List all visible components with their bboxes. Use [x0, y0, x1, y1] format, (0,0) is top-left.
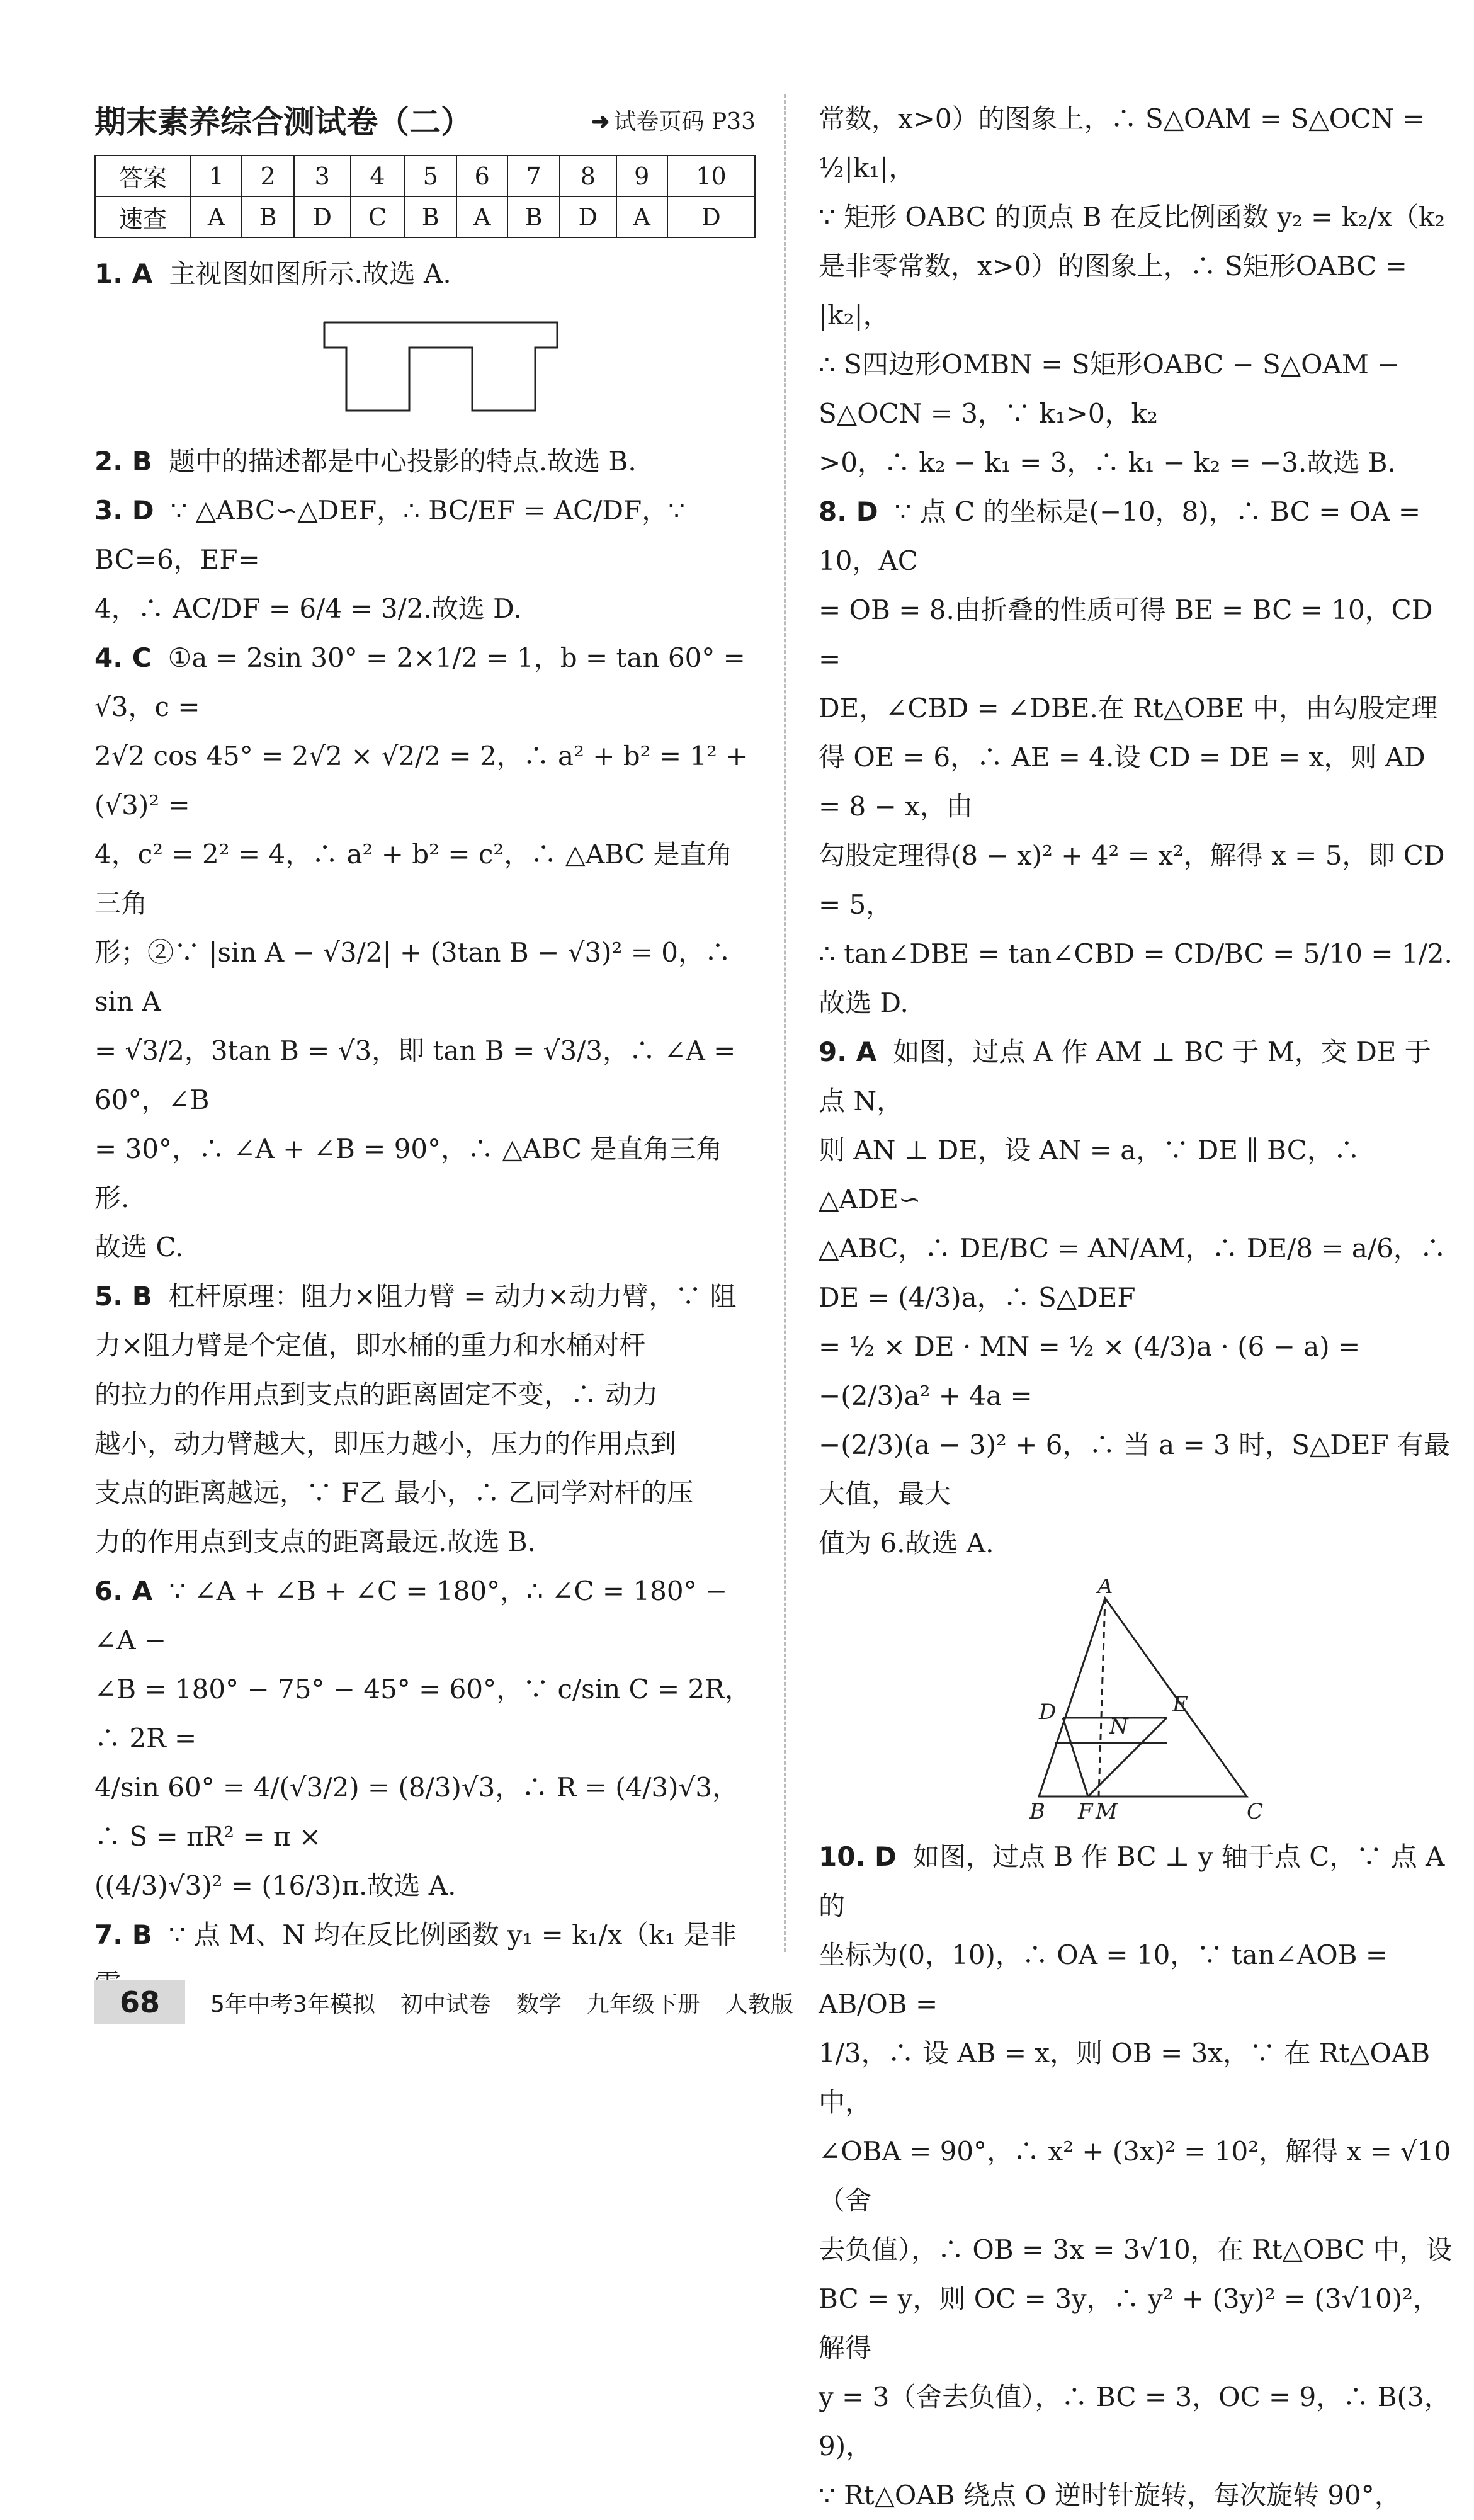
answer-table-cell: B: [507, 196, 560, 237]
footer-series: 5年中考3年模拟: [210, 1991, 375, 2018]
item-line: ∵ △ABC∽△DEF，∴ BC/EF = AC/DF，∵ BC=6，EF=: [94, 495, 685, 575]
item-line: 值为 6.故选 A.: [819, 1528, 994, 1558]
item-line: 4，∴ AC/DF = 6/4 = 3/2.故选 D.: [94, 593, 522, 624]
item-number: 8. D: [819, 496, 878, 527]
item-line: 越小，动力臂越大，即压力越小，压力的作用点到: [94, 1428, 677, 1459]
label-N: N: [1109, 1714, 1128, 1739]
label-B: B: [1029, 1799, 1045, 1819]
footer-category: 初中试卷: [400, 1991, 491, 2018]
item-number: 2. B: [94, 446, 152, 477]
item-line: ∵ 点 M、N 均在反比例函数 y₁ = k₁/x（k₁ 是非: [168, 1919, 737, 1950]
item-number: 4. C: [94, 642, 152, 673]
item-line: ∠B = 180° − 75° − 45° = 60°，∵ c/sin C = 2R，∴ 2R =: [94, 1674, 751, 1754]
answer-table-cell: 8: [560, 156, 616, 196]
item-line: ∴ S四边形OMBN = S矩形OABC − S△OAM − S△OCN = 3，∵ k₁>0，k₂: [819, 349, 1400, 429]
item-2: [94, 437, 756, 486]
item-line: 如图，过点 A 作 AM ⊥ BC 于 M，交 DE 于点 N，: [819, 1036, 1431, 1116]
item-line: 故选 C.: [94, 1232, 184, 1263]
item-line: 如图，过点 B 作 BC ⊥ y 轴于点 C，∵ 点 A 的: [819, 1841, 1445, 1921]
answer-table-row-answers: [95, 196, 755, 237]
answer-table-cell: 5: [404, 156, 456, 196]
item-line: ∵ 矩形 OABC 的顶点 B 在反比例函数 y₂ = k₂/x（k₂: [819, 201, 1446, 232]
answer-table-cell: D: [667, 196, 755, 237]
page-title: 期末素养综合测试卷（二）: [94, 104, 472, 140]
answer-table-header: 答案: [95, 156, 191, 196]
item-line: ∵ ∠A + ∠B + ∠C = 180°，∴ ∠C = 180° − ∠A −: [94, 1575, 728, 1655]
answer-table-cell: 9: [616, 156, 667, 196]
answer-table-cell: C: [351, 196, 405, 237]
answer-table-cell: 6: [456, 156, 507, 196]
item-number: 7. B: [94, 1919, 152, 1950]
item-line: = ½ × DE · MN = ½ × (4/3)a · (6 − a) = −(2/3)a² + 4a =: [819, 1331, 1361, 1411]
label-M: M: [1096, 1799, 1118, 1819]
answer-table-cell: 10: [667, 156, 755, 196]
item-6: [94, 1567, 756, 1910]
item-line: 常数，x>0）的图象上，∴ S△OAM = S△OCN = ½|k₁|，: [819, 103, 1425, 183]
footer-subject: 数学: [516, 1991, 562, 2018]
answer-table-cell: 4: [351, 156, 405, 196]
item-5: [94, 1272, 756, 1567]
item-number: 6. A: [94, 1575, 153, 1606]
answer-table-cell: B: [404, 196, 456, 237]
label-D: D: [1039, 1700, 1057, 1725]
item-line: 勾股定理得(8 − x)² + 4² = x²，解得 x = 5，即 CD = 5，: [819, 840, 1445, 920]
item-3: [94, 486, 756, 633]
item-line: 形；②∵ |sin A − √3/2| + (3tan B − √3)² = 0，∴ sin A: [94, 937, 732, 1017]
item-10: [819, 1832, 1454, 2520]
answer-table-cell: D: [294, 196, 351, 237]
item-number: 5. B: [94, 1281, 152, 1312]
item-number: 3. D: [94, 495, 154, 526]
page-footer: [94, 1980, 819, 2024]
answer-table-cell: A: [616, 196, 667, 237]
header: [94, 94, 756, 145]
item-line: 力×阻力臂是个定值，即水桶的重力和水桶对杆: [94, 1330, 646, 1361]
answer-table-cell: 2: [242, 156, 294, 196]
label-C: C: [1247, 1799, 1264, 1819]
item-line: 是非零常数，x>0）的图象上，∴ S矩形OABC = |k₂|，: [819, 251, 1407, 331]
item-line: 则 AN ⊥ DE，设 AN = a，∵ DE ∥ BC，∴ △ADE∽: [819, 1135, 1360, 1215]
item-line: ∴ tan∠DBE = tan∠CBD = CD/BC = 5/10 = 1/2.故选 D.: [819, 938, 1453, 1018]
page-reference-text: 试卷页码 P33: [613, 108, 756, 135]
item-line: ∠OBA = 90°，∴ x² + (3x)² = 10²，解得 x = √10（舍: [819, 2136, 1451, 2216]
answer-table-cell: 1: [191, 156, 242, 196]
answer-table-header: 速查: [95, 196, 191, 237]
triangle-diagram: [819, 1579, 1454, 1819]
item-line: BC = y，则 OC = 3y，∴ y² + (3y)² = (3√10)²，解得: [819, 2283, 1439, 2363]
answer-table-cell: A: [456, 196, 507, 237]
item-line: 去负值），∴ OB = 3x = 3√10，在 Rt△OBC 中，设: [819, 2234, 1453, 2265]
item-4: [94, 633, 756, 1272]
footer-edition: 人教版: [725, 1991, 793, 2018]
triangle-figure: [819, 1579, 1454, 1821]
item-line: >0，∴ k₂ − k₁ = 3，∴ k₁ − k₂ = −3.故选 B.: [819, 447, 1396, 478]
page-number: 68: [94, 1980, 185, 2024]
item-text: 主视图如图所示.故选 A.: [169, 258, 451, 289]
item-line: 4，c² = 2² = 4，∴ a² + b² = c²，∴ △ABC 是直角三角: [94, 839, 733, 919]
item-8: [819, 487, 1454, 1028]
left-column: [94, 94, 756, 2009]
answer-table-cell: 3: [294, 156, 351, 196]
right-column: [819, 94, 1454, 2520]
item-line: y = 3（舍去负值），∴ BC = 3，OC = 9，∴ B(3，9)，: [819, 2381, 1451, 2461]
item-7-continued: [819, 94, 1454, 487]
item-line: = OB = 8.由折叠的性质可得 BE = BC = 10，CD =: [819, 594, 1433, 674]
item-line: 1/3，∴ 设 AB = x，则 OB = 3x，∵ 在 Rt△OAB 中，: [819, 2038, 1431, 2118]
answer-table-row-numbers: [95, 156, 755, 196]
item-9: [819, 1028, 1454, 1568]
front-view-diagram: [94, 310, 756, 423]
item-1: [94, 249, 756, 298]
answer-table-cell: B: [242, 196, 294, 237]
answer-table-cell: D: [560, 196, 616, 237]
item-number: 1. A: [94, 258, 153, 289]
item-text: 题中的描述都是中心投影的特点.故选 B.: [168, 446, 637, 477]
label-F: F: [1078, 1799, 1093, 1819]
item-line: 杠杆原理：阻力×阻力臂 = 动力×动力臂，∵ 阻: [168, 1281, 737, 1312]
item-line: △ABC，∴ DE/BC = AN/AM，∴ DE/8 = a/6，∴ DE = (4/3)a，∴ S△DEF: [819, 1233, 1446, 1313]
front-view-figure: [94, 310, 756, 426]
item-line: ∵ Rt△OAB 绕点 O 逆时针旋转，每次旋转 90°，: [819, 2480, 1401, 2511]
column-divider: [784, 94, 786, 1952]
item-line: ①a = 2sin 30° = 2×1/2 = 1，b = tan 60° = √3，c =: [94, 642, 746, 722]
item-line: 4/sin 60° = 4/(√3/2) = (8/3)√3，∴ R = (4/3)√3，∴ S = πR² = π ×: [94, 1772, 739, 1852]
item-line: 坐标为(0，10)，∴ OA = 10，∵ tan∠AOB = AB/OB =: [819, 1939, 1388, 2019]
answer-table: [94, 155, 756, 238]
item-line: ((4/3)√3)² = (16/3)π.故选 A.: [94, 1870, 456, 1901]
arrow-right-icon: ➜: [591, 108, 610, 135]
label-E: E: [1172, 1692, 1188, 1717]
item-line: 力的作用点到支点的距离最远.故选 B.: [94, 1526, 536, 1557]
item-number: 9. A: [819, 1036, 877, 1067]
item-line: 支点的距离越远，∵ F乙 最小，∴ 乙同学对杆的压: [94, 1477, 694, 1508]
item-line: DE，∠CBD = ∠DBE.在 Rt△OBE 中，由勾股定理: [819, 693, 1438, 724]
item-line: 得 OE = 6，∴ AE = 4.设 CD = DE = x，则 AD = 8 − x，由: [819, 742, 1426, 822]
label-A: A: [1097, 1579, 1113, 1599]
item-line: = √3/2，3tan B = √3，即 tan B = √3/3，∴ ∠A = 60°，∠B: [94, 1035, 736, 1115]
item-line: = 30°，∴ ∠A + ∠B = 90°，∴ △ABC 是直角三角形.: [94, 1133, 723, 1213]
item-line: ∵ 点 C 的坐标是(−10，8)，∴ BC = OA = 10，AC: [819, 496, 1421, 576]
answer-table-cell: A: [191, 196, 242, 237]
item-line: 的拉力的作用点到支点的距离固定不变，∴ 动力: [94, 1379, 659, 1410]
item-number: 10. D: [819, 1841, 897, 1872]
answer-table-cell: 7: [507, 156, 560, 196]
footer-grade: 九年级下册: [586, 1991, 700, 2018]
item-line: 2√2 cos 45° = 2√2 × √2/2 = 2，∴ a² + b² = 1² + (√3)² =: [94, 741, 748, 820]
page-reference: [591, 104, 756, 136]
item-line: −(2/3)(a − 3)² + 6，∴ 当 a = 3 时，S△DEF 有最大值，最大: [819, 1429, 1451, 1509]
